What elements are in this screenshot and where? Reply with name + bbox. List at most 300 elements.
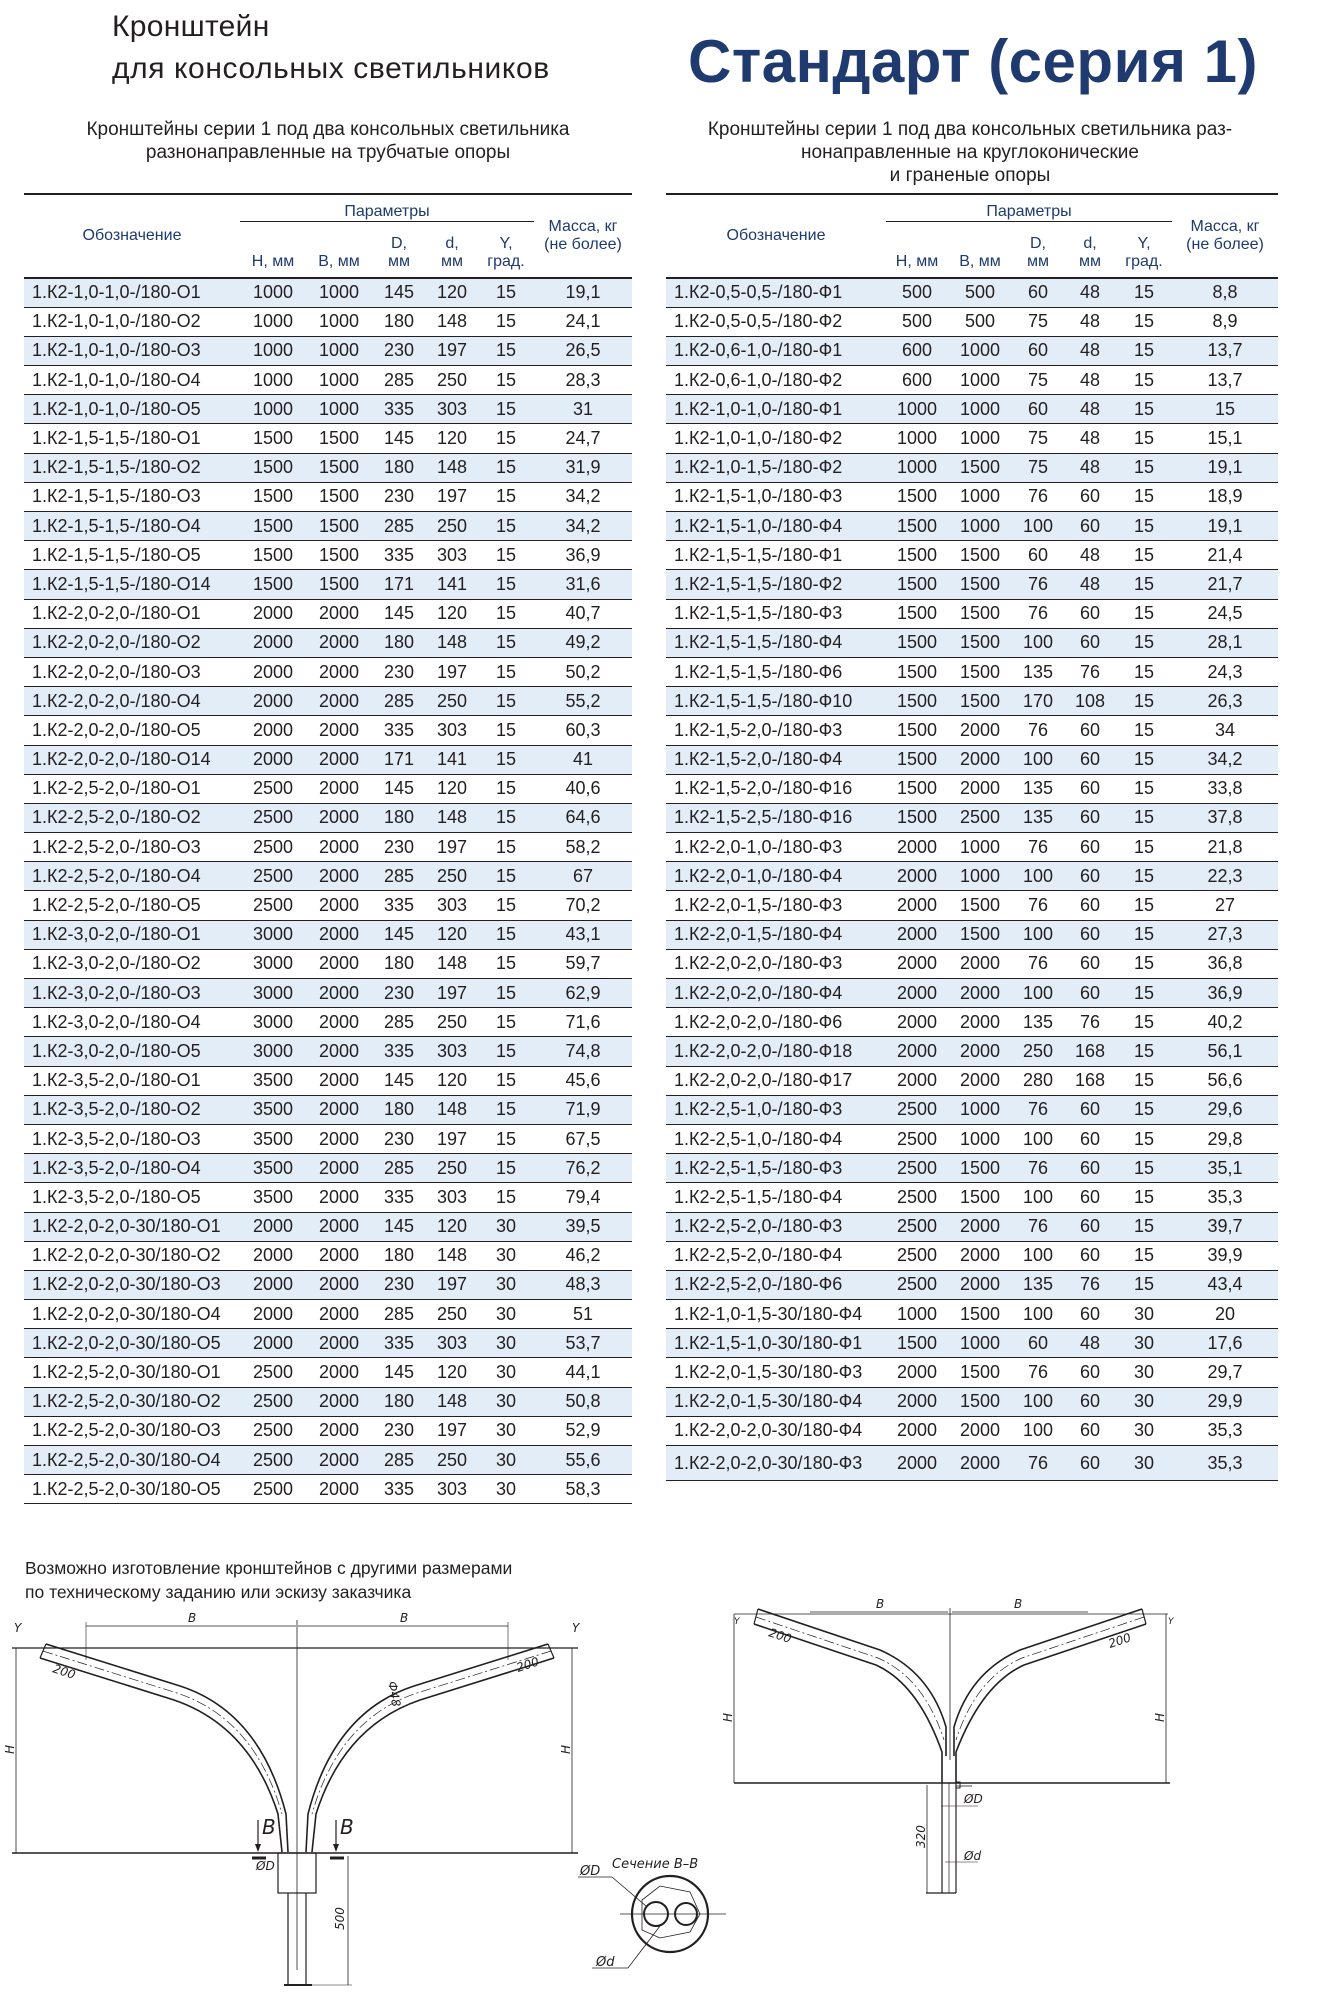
cell-mass: 24,7 bbox=[534, 424, 632, 453]
cell-h: 2500 bbox=[240, 1416, 306, 1445]
table-row bbox=[24, 1183, 632, 1212]
cell-y: 15 bbox=[478, 1124, 534, 1153]
table-row bbox=[24, 1241, 632, 1270]
cell-b: 1000 bbox=[948, 366, 1012, 395]
cell-code: 1.К2-2,0-1,0-/180-Ф3 bbox=[666, 833, 886, 862]
cell-mass: 22,3 bbox=[1172, 862, 1278, 891]
cell-d: 120 bbox=[426, 920, 478, 949]
cell-mass: 13,7 bbox=[1172, 366, 1278, 395]
cell-y: 15 bbox=[478, 599, 534, 628]
cell-h: 600 bbox=[886, 366, 948, 395]
cell-D: 135 bbox=[1012, 803, 1064, 832]
cell-d: 303 bbox=[426, 1183, 478, 1212]
cell-D: 100 bbox=[1012, 628, 1064, 657]
cell-D: 230 bbox=[372, 833, 426, 862]
cell-y: 15 bbox=[1116, 482, 1172, 511]
cell-h: 2000 bbox=[886, 1008, 948, 1037]
cell-y: 15 bbox=[1116, 774, 1172, 803]
cell-mass: 8,8 bbox=[1172, 278, 1278, 308]
col-d bbox=[426, 222, 478, 278]
cell-y: 30 bbox=[1116, 1446, 1172, 1481]
cell-mass: 35,3 bbox=[1172, 1416, 1278, 1445]
table-row bbox=[666, 570, 1278, 599]
cell-b: 2000 bbox=[306, 628, 372, 657]
cell-b: 2000 bbox=[306, 1066, 372, 1095]
cell-h: 3000 bbox=[240, 1008, 306, 1037]
cell-h: 2000 bbox=[886, 949, 948, 978]
cell-D: 171 bbox=[372, 745, 426, 774]
cell-mass: 24,1 bbox=[534, 307, 632, 336]
cell-y: 15 bbox=[1116, 541, 1172, 570]
cell-D: 250 bbox=[1012, 1037, 1064, 1066]
cell-code: 1.К2-2,0-2,0-30/180-О5 bbox=[24, 1329, 240, 1358]
table-row bbox=[24, 395, 632, 424]
cell-D: 285 bbox=[372, 862, 426, 891]
cell-y: 30 bbox=[478, 1241, 534, 1270]
cell-y: 30 bbox=[478, 1475, 534, 1504]
cell-y: 15 bbox=[1116, 512, 1172, 541]
cell-d: 60 bbox=[1064, 862, 1116, 891]
cell-code: 1.К2-2,0-2,0-/180-Ф6 bbox=[666, 1008, 886, 1037]
cell-b: 2000 bbox=[948, 1037, 1012, 1066]
cell-h: 3500 bbox=[240, 1154, 306, 1183]
cell-b: 1500 bbox=[948, 1358, 1012, 1387]
label-500: 500 bbox=[333, 1907, 347, 1930]
cell-h: 2500 bbox=[240, 1387, 306, 1416]
cell-y: 15 bbox=[478, 745, 534, 774]
table-row bbox=[666, 862, 1278, 891]
table-row bbox=[666, 1358, 1278, 1387]
cell-y: 15 bbox=[1116, 657, 1172, 686]
label-D: ØD bbox=[964, 1792, 983, 1806]
cell-D: 100 bbox=[1012, 1183, 1064, 1212]
cell-code: 1.К2-2,0-2,0-/180-О3 bbox=[24, 657, 240, 686]
cell-D: 230 bbox=[372, 1270, 426, 1299]
cell-b: 2000 bbox=[306, 1329, 372, 1358]
cell-code: 1.К2-2,0-2,0-/180-О1 bbox=[24, 599, 240, 628]
cell-b: 2000 bbox=[948, 949, 1012, 978]
cell-code: 1.К2-2,0-2,0-/180-Ф4 bbox=[666, 979, 886, 1008]
cell-b: 2000 bbox=[306, 1241, 372, 1270]
cell-y: 30 bbox=[478, 1387, 534, 1416]
cell-h: 1000 bbox=[240, 278, 306, 308]
cell-d: 148 bbox=[426, 307, 478, 336]
cell-mass: 51 bbox=[534, 1300, 632, 1329]
table-row bbox=[666, 599, 1278, 628]
table-row bbox=[24, 1270, 632, 1299]
cell-y: 15 bbox=[1116, 1124, 1172, 1153]
cell-y: 15 bbox=[478, 833, 534, 862]
table-row bbox=[24, 482, 632, 511]
cell-code: 1.К2-1,5-1,5-/180-Ф3 bbox=[666, 599, 886, 628]
col-h: H, мм bbox=[886, 222, 948, 278]
label-D-left: ØD bbox=[256, 1859, 275, 1873]
cell-mass: 21,8 bbox=[1172, 833, 1278, 862]
cell-d: 48 bbox=[1064, 541, 1116, 570]
cell-b: 2000 bbox=[306, 891, 372, 920]
cell-d: 60 bbox=[1064, 1358, 1116, 1387]
table-row bbox=[24, 920, 632, 949]
cell-y: 15 bbox=[1116, 395, 1172, 424]
cell-D: 285 bbox=[372, 1446, 426, 1475]
cell-h: 3500 bbox=[240, 1066, 306, 1095]
cell-h: 2500 bbox=[886, 1212, 948, 1241]
cell-D: 230 bbox=[372, 1416, 426, 1445]
cell-h: 2000 bbox=[240, 1241, 306, 1270]
cell-b: 2000 bbox=[306, 657, 372, 686]
cell-code: 1.К2-2,5-1,5-/180-Ф4 bbox=[666, 1183, 886, 1212]
col-mass-l1: Масса, кг bbox=[548, 217, 618, 235]
cell-b: 2000 bbox=[306, 1475, 372, 1504]
cell-h: 2500 bbox=[240, 1358, 306, 1387]
label-b-left: B bbox=[188, 1611, 197, 1625]
table-row bbox=[666, 803, 1278, 832]
cell-b: 2000 bbox=[306, 1095, 372, 1124]
cell-y: 15 bbox=[1116, 687, 1172, 716]
cell-D: 145 bbox=[372, 1358, 426, 1387]
cell-D: 75 bbox=[1012, 424, 1064, 453]
cell-b: 2000 bbox=[948, 1446, 1012, 1481]
cell-y: 15 bbox=[1116, 1241, 1172, 1270]
cell-d: 303 bbox=[426, 395, 478, 424]
cell-code: 1.К2-3,0-2,0-/180-О4 bbox=[24, 1008, 240, 1037]
table-row bbox=[24, 716, 632, 745]
cell-h: 1000 bbox=[886, 1300, 948, 1329]
cell-mass: 39,5 bbox=[534, 1212, 632, 1241]
cell-b: 1000 bbox=[948, 1095, 1012, 1124]
note-line2: по техническому заданию или эскизу заказчика bbox=[25, 1582, 412, 1602]
cell-mass: 46,2 bbox=[534, 1241, 632, 1270]
cell-D: 285 bbox=[372, 512, 426, 541]
cell-D: 75 bbox=[1012, 453, 1064, 482]
cell-code: 1.К2-2,0-2,0-/180-Ф3 bbox=[666, 949, 886, 978]
cell-mass: 79,4 bbox=[534, 1183, 632, 1212]
cell-code: 1.К2-1,5-2,5-/180-Ф16 bbox=[666, 803, 886, 832]
cell-code: 1.К2-2,0-2,0-30/180-О3 bbox=[24, 1270, 240, 1299]
cell-mass: 37,8 bbox=[1172, 803, 1278, 832]
cell-code: 1.К2-2,5-2,0-/180-Ф6 bbox=[666, 1270, 886, 1299]
table-row bbox=[24, 1300, 632, 1329]
col-D-l2: мм bbox=[388, 252, 410, 270]
cell-b: 1500 bbox=[306, 541, 372, 570]
right-bracket-drawing bbox=[700, 1580, 1340, 2004]
table-row bbox=[24, 1095, 632, 1124]
cell-code: 1.К2-1,0-1,0-/180-Ф2 bbox=[666, 424, 886, 453]
cell-D: 335 bbox=[372, 395, 426, 424]
cell-D: 285 bbox=[372, 1154, 426, 1183]
cell-y: 15 bbox=[1116, 278, 1172, 308]
cell-mass: 64,6 bbox=[534, 803, 632, 832]
cell-mass: 60,3 bbox=[534, 716, 632, 745]
table-row bbox=[24, 336, 632, 365]
cell-D: 145 bbox=[372, 920, 426, 949]
cell-d: 148 bbox=[426, 1241, 478, 1270]
cell-mass: 67,5 bbox=[534, 1124, 632, 1153]
cell-D: 100 bbox=[1012, 512, 1064, 541]
cell-d: 120 bbox=[426, 424, 478, 453]
table-row bbox=[666, 979, 1278, 1008]
cell-b: 1500 bbox=[306, 424, 372, 453]
cell-b: 2000 bbox=[306, 920, 372, 949]
cell-y: 15 bbox=[1116, 803, 1172, 832]
cell-y: 15 bbox=[1116, 1008, 1172, 1037]
col-mass-l2: (не более) bbox=[1186, 235, 1264, 253]
cell-code: 1.К2-2,0-1,5-30/180-Ф4 bbox=[666, 1387, 886, 1416]
cell-code: 1.К2-1,5-1,5-/180-О5 bbox=[24, 541, 240, 570]
cell-h: 2000 bbox=[240, 745, 306, 774]
cell-d: 60 bbox=[1064, 1387, 1116, 1416]
cell-h: 2000 bbox=[886, 1358, 948, 1387]
cell-h: 1000 bbox=[240, 336, 306, 365]
left-bracket-drawing bbox=[0, 1600, 600, 2004]
cell-D: 100 bbox=[1012, 1416, 1064, 1445]
table-row bbox=[666, 1416, 1278, 1445]
cell-D: 76 bbox=[1012, 891, 1064, 920]
cell-b: 2000 bbox=[948, 1212, 1012, 1241]
cell-code: 1.К2-2,0-1,5-30/180-Ф3 bbox=[666, 1358, 886, 1387]
table-row bbox=[666, 1183, 1278, 1212]
cell-d: 48 bbox=[1064, 366, 1116, 395]
cell-mass: 40,2 bbox=[1172, 1008, 1278, 1037]
cell-code: 1.К2-1,5-1,5-/180-Ф2 bbox=[666, 570, 886, 599]
cell-d: 60 bbox=[1064, 891, 1116, 920]
cell-h: 1500 bbox=[886, 803, 948, 832]
cell-d: 60 bbox=[1064, 599, 1116, 628]
cell-h: 1000 bbox=[886, 453, 948, 482]
cell-y: 15 bbox=[1116, 599, 1172, 628]
cell-code: 1.К2-3,0-2,0-/180-О1 bbox=[24, 920, 240, 949]
col-b: B, мм bbox=[948, 222, 1012, 278]
cell-h: 1500 bbox=[886, 687, 948, 716]
cell-code: 1.К2-2,5-1,5-/180-Ф3 bbox=[666, 1154, 886, 1183]
cell-D: 76 bbox=[1012, 1154, 1064, 1183]
cell-y: 15 bbox=[1116, 336, 1172, 365]
cell-b: 1500 bbox=[948, 541, 1012, 570]
cell-b: 2000 bbox=[306, 1300, 372, 1329]
cell-mass: 39,7 bbox=[1172, 1212, 1278, 1241]
cell-h: 1000 bbox=[240, 307, 306, 336]
cell-h: 2000 bbox=[240, 1270, 306, 1299]
cell-b: 2000 bbox=[948, 1008, 1012, 1037]
cell-h: 1500 bbox=[240, 482, 306, 511]
cell-D: 60 bbox=[1012, 541, 1064, 570]
table-row bbox=[24, 745, 632, 774]
cell-y: 15 bbox=[478, 657, 534, 686]
cell-mass: 50,2 bbox=[534, 657, 632, 686]
table-row bbox=[666, 1446, 1278, 1481]
table-row bbox=[666, 1300, 1278, 1329]
col-y-l2: град. bbox=[1125, 252, 1163, 270]
cell-h: 2000 bbox=[886, 1066, 948, 1095]
cell-b: 1000 bbox=[948, 862, 1012, 891]
cell-d: 76 bbox=[1064, 1008, 1116, 1037]
cell-y: 30 bbox=[1116, 1358, 1172, 1387]
cell-D: 180 bbox=[372, 1095, 426, 1124]
cell-b: 1000 bbox=[948, 482, 1012, 511]
cell-D: 135 bbox=[1012, 774, 1064, 803]
table-row bbox=[666, 307, 1278, 336]
col-params: Параметры bbox=[240, 194, 534, 222]
cell-mass: 49,2 bbox=[534, 628, 632, 657]
cell-d: 76 bbox=[1064, 657, 1116, 686]
table-row bbox=[24, 1066, 632, 1095]
cell-b: 1500 bbox=[948, 570, 1012, 599]
cell-h: 2500 bbox=[886, 1124, 948, 1153]
cell-h: 2500 bbox=[240, 833, 306, 862]
cell-code: 1.К2-1,5-1,0-30/180-Ф1 bbox=[666, 1329, 886, 1358]
cell-mass: 36,9 bbox=[1172, 979, 1278, 1008]
cell-code: 1.К2-3,5-2,0-/180-О2 bbox=[24, 1095, 240, 1124]
cell-y: 15 bbox=[478, 570, 534, 599]
cell-code: 1.К2-0,5-0,5-/180-Ф1 bbox=[666, 278, 886, 308]
cell-y: 15 bbox=[1116, 1037, 1172, 1066]
cell-b: 500 bbox=[948, 278, 1012, 308]
cell-h: 2000 bbox=[240, 1300, 306, 1329]
cell-d: 303 bbox=[426, 1037, 478, 1066]
cell-mass: 29,7 bbox=[1172, 1358, 1278, 1387]
cell-d: 148 bbox=[426, 453, 478, 482]
cell-code: 1.К2-2,5-1,0-/180-Ф3 bbox=[666, 1095, 886, 1124]
table-row bbox=[24, 278, 632, 308]
cell-d: 60 bbox=[1064, 774, 1116, 803]
cell-d: 60 bbox=[1064, 1212, 1116, 1241]
table-row bbox=[666, 1387, 1278, 1416]
cell-code: 1.К2-2,5-2,0-/180-О1 bbox=[24, 774, 240, 803]
table-row bbox=[24, 1387, 632, 1416]
cell-code: 1.К2-1,0-1,0-/180-О1 bbox=[24, 278, 240, 308]
cell-y: 15 bbox=[1116, 1270, 1172, 1299]
cell-b: 2000 bbox=[306, 1124, 372, 1153]
cell-mass: 29,9 bbox=[1172, 1387, 1278, 1416]
cell-d: 303 bbox=[426, 891, 478, 920]
cell-code: 1.К2-2,0-1,0-/180-Ф4 bbox=[666, 862, 886, 891]
cell-h: 2000 bbox=[886, 1387, 948, 1416]
cell-code: 1.К2-2,0-1,5-/180-Ф3 bbox=[666, 891, 886, 920]
cell-code: 1.К2-2,5-2,0-30/180-О3 bbox=[24, 1416, 240, 1445]
table-row bbox=[24, 657, 632, 686]
cell-d: 197 bbox=[426, 1416, 478, 1445]
cell-b: 1000 bbox=[948, 833, 1012, 862]
cell-y: 15 bbox=[1116, 949, 1172, 978]
section-label-right: B bbox=[340, 1815, 354, 1839]
cell-d: 168 bbox=[1064, 1066, 1116, 1095]
cell-h: 500 bbox=[886, 307, 948, 336]
table-row bbox=[24, 599, 632, 628]
cell-code: 1.К2-1,5-1,5-/180-Ф10 bbox=[666, 687, 886, 716]
cell-h: 1500 bbox=[886, 512, 948, 541]
cell-h: 2500 bbox=[240, 891, 306, 920]
left-table-caption bbox=[24, 118, 632, 164]
cell-d: 148 bbox=[426, 1095, 478, 1124]
right-table-caption bbox=[664, 118, 1276, 187]
custom-order-note bbox=[25, 1556, 512, 1604]
cell-D: 145 bbox=[372, 1212, 426, 1241]
cell-code: 1.К2-1,5-1,5-/180-О1 bbox=[24, 424, 240, 453]
cell-y: 15 bbox=[478, 803, 534, 832]
cell-D: 75 bbox=[1012, 366, 1064, 395]
col-d-l2: мм bbox=[441, 252, 463, 270]
cell-code: 1.К2-2,5-2,0-30/180-О4 bbox=[24, 1446, 240, 1475]
cell-h: 3000 bbox=[240, 920, 306, 949]
cell-d: 148 bbox=[426, 1387, 478, 1416]
table-row bbox=[24, 307, 632, 336]
cell-h: 1500 bbox=[240, 541, 306, 570]
cell-code: 1.К2-0,5-0,5-/180-Ф2 bbox=[666, 307, 886, 336]
table-row bbox=[666, 1124, 1278, 1153]
table-row bbox=[666, 336, 1278, 365]
cell-D: 76 bbox=[1012, 482, 1064, 511]
cell-d: 60 bbox=[1064, 1183, 1116, 1212]
table-row bbox=[666, 657, 1278, 686]
col-D bbox=[372, 222, 426, 278]
cell-h: 1500 bbox=[886, 1329, 948, 1358]
col-d-l1: d, bbox=[1083, 234, 1097, 252]
cell-b: 1500 bbox=[306, 482, 372, 511]
cell-b: 1500 bbox=[948, 920, 1012, 949]
label-y-right: Y bbox=[572, 1621, 580, 1635]
table-row bbox=[24, 512, 632, 541]
cell-d: 60 bbox=[1064, 1095, 1116, 1124]
cell-mass: 21,7 bbox=[1172, 570, 1278, 599]
cell-D: 60 bbox=[1012, 336, 1064, 365]
cell-y: 15 bbox=[1116, 862, 1172, 891]
label-200-right: 200 bbox=[1106, 1630, 1133, 1651]
cell-d: 108 bbox=[1064, 687, 1116, 716]
table-row bbox=[666, 920, 1278, 949]
cell-code: 1.К2-1,0-1,0-/180-О4 bbox=[24, 366, 240, 395]
cell-D: 76 bbox=[1012, 1446, 1064, 1481]
cell-d: 120 bbox=[426, 599, 478, 628]
cell-y: 15 bbox=[1116, 453, 1172, 482]
cell-h: 1500 bbox=[240, 570, 306, 599]
cell-mass: 13,7 bbox=[1172, 336, 1278, 365]
cell-d: 250 bbox=[426, 862, 478, 891]
cell-b: 1500 bbox=[306, 453, 372, 482]
cell-D: 180 bbox=[372, 1241, 426, 1270]
table-row bbox=[666, 453, 1278, 482]
cell-b: 2000 bbox=[948, 716, 1012, 745]
cell-mass: 70,2 bbox=[534, 891, 632, 920]
cell-b: 1500 bbox=[948, 891, 1012, 920]
cell-code: 1.К2-0,6-1,0-/180-Ф2 bbox=[666, 366, 886, 395]
cell-b: 2000 bbox=[948, 745, 1012, 774]
cell-y: 15 bbox=[478, 862, 534, 891]
cell-h: 1500 bbox=[886, 716, 948, 745]
cell-D: 76 bbox=[1012, 570, 1064, 599]
cell-d: 197 bbox=[426, 1270, 478, 1299]
cell-mass: 18,9 bbox=[1172, 482, 1278, 511]
cell-y: 15 bbox=[1116, 628, 1172, 657]
cell-D: 285 bbox=[372, 1300, 426, 1329]
cell-y: 15 bbox=[478, 1183, 534, 1212]
col-mass bbox=[534, 194, 632, 278]
cell-code: 1.К2-3,0-2,0-/180-О3 bbox=[24, 979, 240, 1008]
note-line1: Возможно изготовление кронштейнов с другими размерами bbox=[25, 1558, 513, 1578]
cell-D: 76 bbox=[1012, 1358, 1064, 1387]
cell-mass: 17,6 bbox=[1172, 1329, 1278, 1358]
cell-code: 1.К2-2,0-2,0-30/180-О4 bbox=[24, 1300, 240, 1329]
cell-b: 2000 bbox=[306, 1154, 372, 1183]
cell-mass: 62,9 bbox=[534, 979, 632, 1008]
cell-y: 15 bbox=[478, 628, 534, 657]
table-row bbox=[666, 424, 1278, 453]
cell-d: 60 bbox=[1064, 628, 1116, 657]
cell-y: 15 bbox=[1116, 424, 1172, 453]
cell-h: 2000 bbox=[886, 1416, 948, 1445]
cell-mass: 26,5 bbox=[534, 336, 632, 365]
cell-D: 180 bbox=[372, 307, 426, 336]
cell-b: 2000 bbox=[306, 862, 372, 891]
